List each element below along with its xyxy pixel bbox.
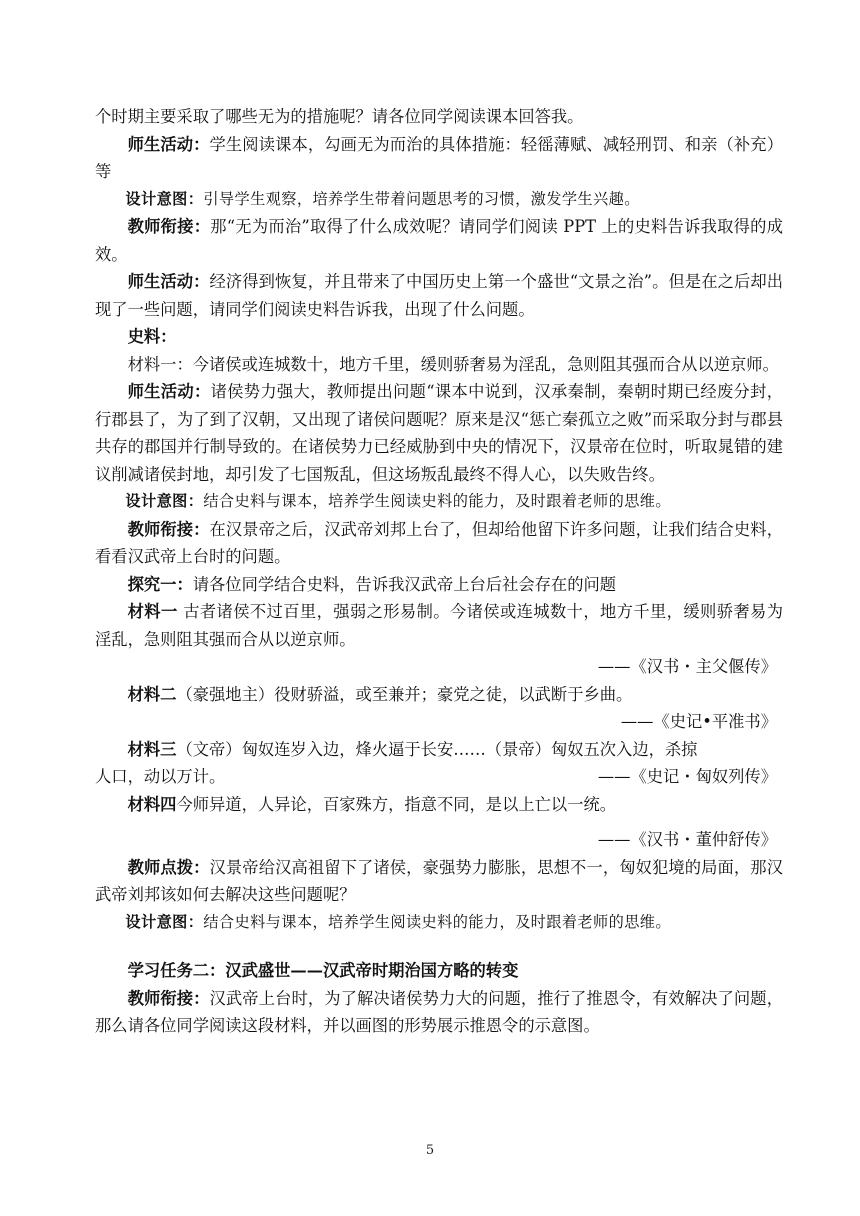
material-three-source: ——《史记・匈奴列传》 — [597, 767, 777, 786]
page-number: 5 — [425, 1143, 435, 1158]
material-one: 材料一 古者诸侯不过百里，强弱之形易制。今诸侯或连城数十，地方千里，缓则骄奢易为淫乱，急则阻其强而合从以逆京师。 — [95, 602, 783, 649]
spacer — [95, 936, 783, 957]
spacer — [95, 818, 783, 826]
label: 教师衔接： — [127, 519, 210, 539]
paragraph-sources-heading — [95, 323, 783, 351]
label: 教师衔接： — [127, 217, 211, 236]
paragraph-design-intent: 设计意图：引导学生观察，培养学生带着问题思考的习惯，激发学生兴趣。 — [125, 189, 640, 208]
paragraph-transition: 教师衔接：汉武帝上台时，为了解决诸侯势力大的问题，推行了推恩令，有效解决了问题，那么请各位同学阅读这段材料，并以画图的形势展示推恩令的示意图。 — [95, 988, 783, 1035]
label: 设计意图： — [125, 492, 204, 510]
material-two: 材料二（豪强地主）役财骄溢，或至兼并；豪党之徒，以武断于乡曲。 — [127, 684, 633, 704]
label: 设计意图： — [125, 189, 204, 208]
label: 史料： — [127, 327, 177, 346]
material-two-source: ——《史记•平准书》 — [620, 712, 777, 731]
label: 探究一： — [127, 574, 193, 594]
label: 材料一 — [127, 602, 178, 621]
label: 材料二 — [127, 684, 177, 704]
document-body — [95, 103, 783, 1040]
label: 师生活动： — [127, 272, 210, 291]
label: 材料四 — [127, 794, 177, 814]
section-heading-task-two: 学习任务二：汉武盛世——汉武帝时期治国方略的转变 — [127, 961, 519, 980]
material-four: 材料四今师异道，人异论，百家殊方，指意不同，是以上亡以一统。 — [127, 794, 617, 814]
paragraph-activity: 师生活动：学生阅读课本，勾画无为而治的具体措施：轻徭薄赋、减轻刑罚、和亲（补充）等 — [95, 134, 783, 181]
material-three-continuation: 人口，动以万计。 ——《史记・匈奴列传》 — [95, 763, 783, 791]
paragraph-activity: 师生活动：经济得到恢复，并且带来了中国历史上第一个盛世“文景之治”。但是在之后却出现了一些问题，请同学们阅读史料告诉我，出现了什么问题。 — [95, 272, 783, 319]
label: 设计意图： — [125, 912, 204, 931]
paragraph-transition: 教师衔接：那“无为而治”取得了什么成效呢？请同学们阅读 PPT 上的史料告诉我取得的成效。 — [95, 217, 783, 264]
label: 教师衔接： — [127, 988, 210, 1008]
paragraph: 个时期主要采取了哪些无为的措施呢？请各位同学阅读课本回答我。 — [95, 107, 584, 126]
label: 教师点拨： — [127, 857, 210, 877]
paragraph-material: 材料一：今诸侯或连城数十，地方千里，缓则骄奢易为淫乱，急则阻其强而合从以逆京师。 — [127, 354, 779, 374]
paragraph-design-intent: 设计意图：结合史料与课本，培养学生阅读史料的能力，及时跟着老师的思维。 — [125, 492, 671, 510]
label: 师生活动： — [127, 382, 211, 401]
label: 师生活动： — [127, 134, 210, 154]
paragraph-teacher-guidance: 教师点拨：汉景帝给汉高祖留下了诸侯，豪强势力膨胀，思想不一，匈奴犯境的局面，那汉武帝刘邦该如何去解决这些问题呢？ — [95, 857, 783, 904]
label: 材料三 — [127, 739, 177, 759]
paragraph-design-intent: 设计意图：结合史料与课本，培养学生阅读史料的能力，及时跟着老师的思维。 — [125, 912, 671, 931]
material-four-source: ——《汉书・董仲舒传》 — [597, 830, 777, 849]
material-three: 材料三（文帝）匈奴连岁入边，烽火逼于长安……（景帝）匈奴五次入边，杀掠 — [127, 739, 698, 759]
paragraph-exploration: 探究一：请各位同学结合史料，告诉我汉武帝上台后社会存在的问题 — [127, 574, 617, 594]
material-one-source: ——《汉书・主父偃传》 — [597, 657, 777, 676]
paragraph-activity: 师生活动：诸侯势力强大，教师提出问题“课本中说到，汉承秦制，秦朝时期已经废分封，行郡县了，为了到了汉朝，又出现了诸侯问题呢？原来是汉“惩亡秦孤立之败”而采取分封与郡县共存的郡国并行制导致的。在诸侯势力已经威胁到中央的情况下，汉景帝在位时，听取晁错的建议削减诸侯封地，却引发了七国叛乱，但这场叛乱最终不得人心，以失败告终。 — [95, 382, 783, 484]
paragraph-transition: 教师衔接：在汉景帝之后，汉武帝刘邦上台了，但却给他留下许多问题，让我们结合史料，看看汉武帝上台时的问题。 — [95, 519, 783, 566]
